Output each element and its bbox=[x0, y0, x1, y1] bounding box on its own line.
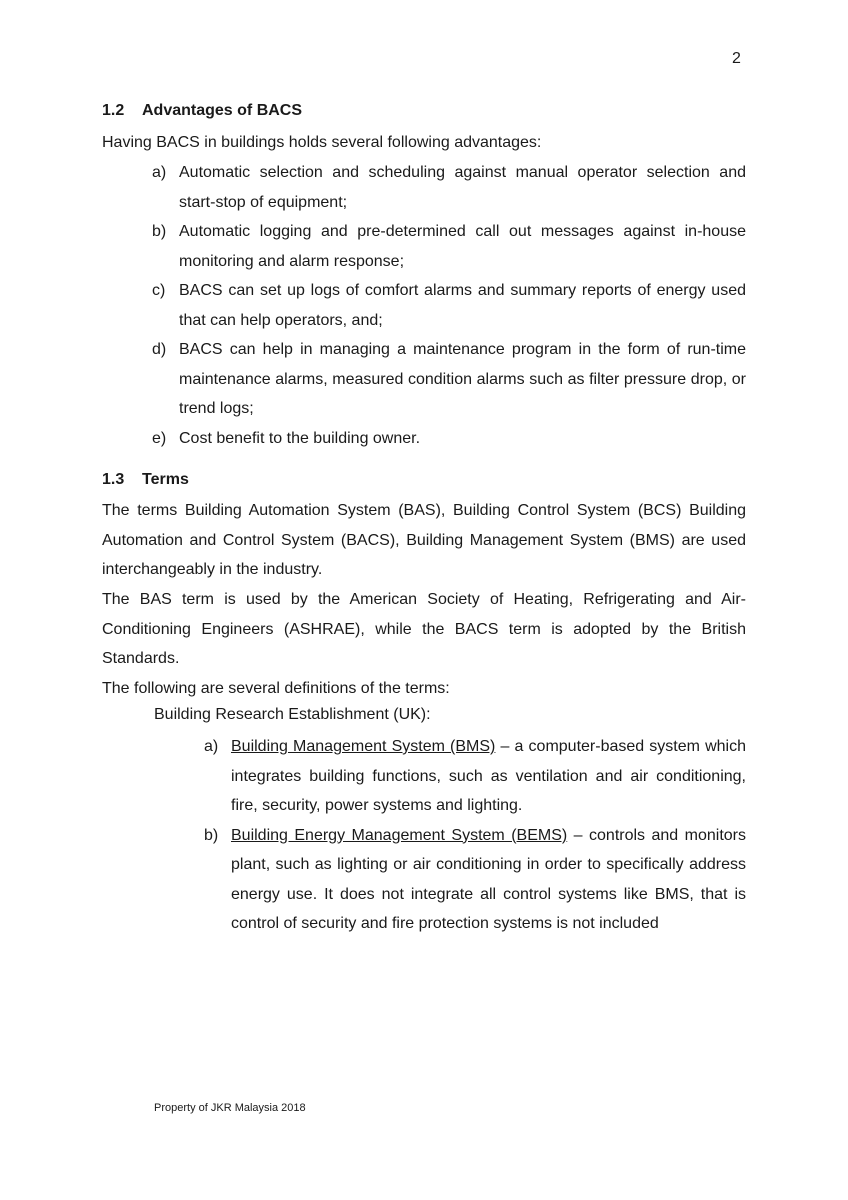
list-item-text: Cost benefit to the building owner. bbox=[179, 429, 421, 447]
list-item bbox=[152, 158, 746, 217]
definition-body: – a computer-based system which integrates building functions, such as ventilation and air conditioning, fire, security, power systems and lighting. bbox=[231, 738, 747, 814]
section-title: Advantages of BACS bbox=[142, 102, 303, 119]
list-marker: b) bbox=[204, 826, 219, 844]
definition-item bbox=[204, 732, 746, 821]
list-marker: c) bbox=[152, 282, 166, 299]
section-heading-advantages bbox=[102, 102, 302, 120]
terms-paragraph-3: The following are several definitions of the terms: bbox=[102, 680, 450, 697]
list-item bbox=[152, 276, 746, 335]
definition-term: Building Management System (BMS) bbox=[231, 738, 496, 755]
list-marker: a) bbox=[204, 738, 219, 755]
list-item-text: BACS can set up logs of comfort alarms and summary reports of energy used that can help operators, and; bbox=[179, 282, 746, 329]
page-footer: Property of JKR Malaysia 2018 bbox=[154, 1102, 306, 1114]
section-heading-terms bbox=[102, 471, 189, 489]
list-item-text: Automatic selection and scheduling against manual operator selection and start-stop of equipment; bbox=[179, 164, 746, 211]
list-marker: e) bbox=[152, 429, 167, 447]
definition-item bbox=[204, 821, 746, 939]
list-item-text: Automatic logging and pre-determined call out messages against in-house monitoring and alarm response; bbox=[179, 223, 746, 270]
definition-text bbox=[231, 821, 746, 939]
section-title: Terms bbox=[142, 471, 189, 488]
terms-paragraph-2: The BAS term is used by the American Society of Heating, Refrigerating and Air-Conditioning Engineers (ASHRAE), while the BACS term is adopted by the British Standards. bbox=[102, 591, 746, 667]
definition-body: – controls and monitors plant, such as lighting or air conditioning in order to specifically address energy use. It does not integrate all control systems like BMS, that is control of security and fire protection systems is not included bbox=[231, 826, 747, 932]
list-item bbox=[152, 217, 746, 276]
definition-text bbox=[231, 732, 746, 821]
list-item bbox=[152, 335, 746, 424]
terms-paragraph-1: The terms Building Automation System (BAS), Building Control System (BCS) Building Automation and Control System (BACS), Building Management System (BMS) are used interchangeably in the industry. bbox=[102, 502, 746, 578]
list-item-text: BACS can help in managing a maintenance program in the form of run-time maintenance alarms, measured condition alarms such as filter pressure drop, or trend logs; bbox=[179, 341, 746, 417]
list-marker: d) bbox=[152, 341, 167, 358]
definitions-list bbox=[204, 732, 746, 939]
section-number: 1.3 bbox=[102, 471, 125, 488]
definition-term: Building Energy Management System (BEMS) bbox=[231, 826, 568, 844]
page-number: 2 bbox=[732, 50, 741, 67]
list-marker: a) bbox=[152, 164, 167, 181]
advantages-intro: Having BACS in buildings holds several following advantages: bbox=[102, 134, 542, 151]
definitions-source: Building Research Establishment (UK): bbox=[154, 706, 431, 723]
advantages-list bbox=[152, 158, 746, 453]
section-number: 1.2 bbox=[102, 102, 125, 119]
list-marker: b) bbox=[152, 223, 167, 240]
list-item bbox=[152, 424, 746, 454]
